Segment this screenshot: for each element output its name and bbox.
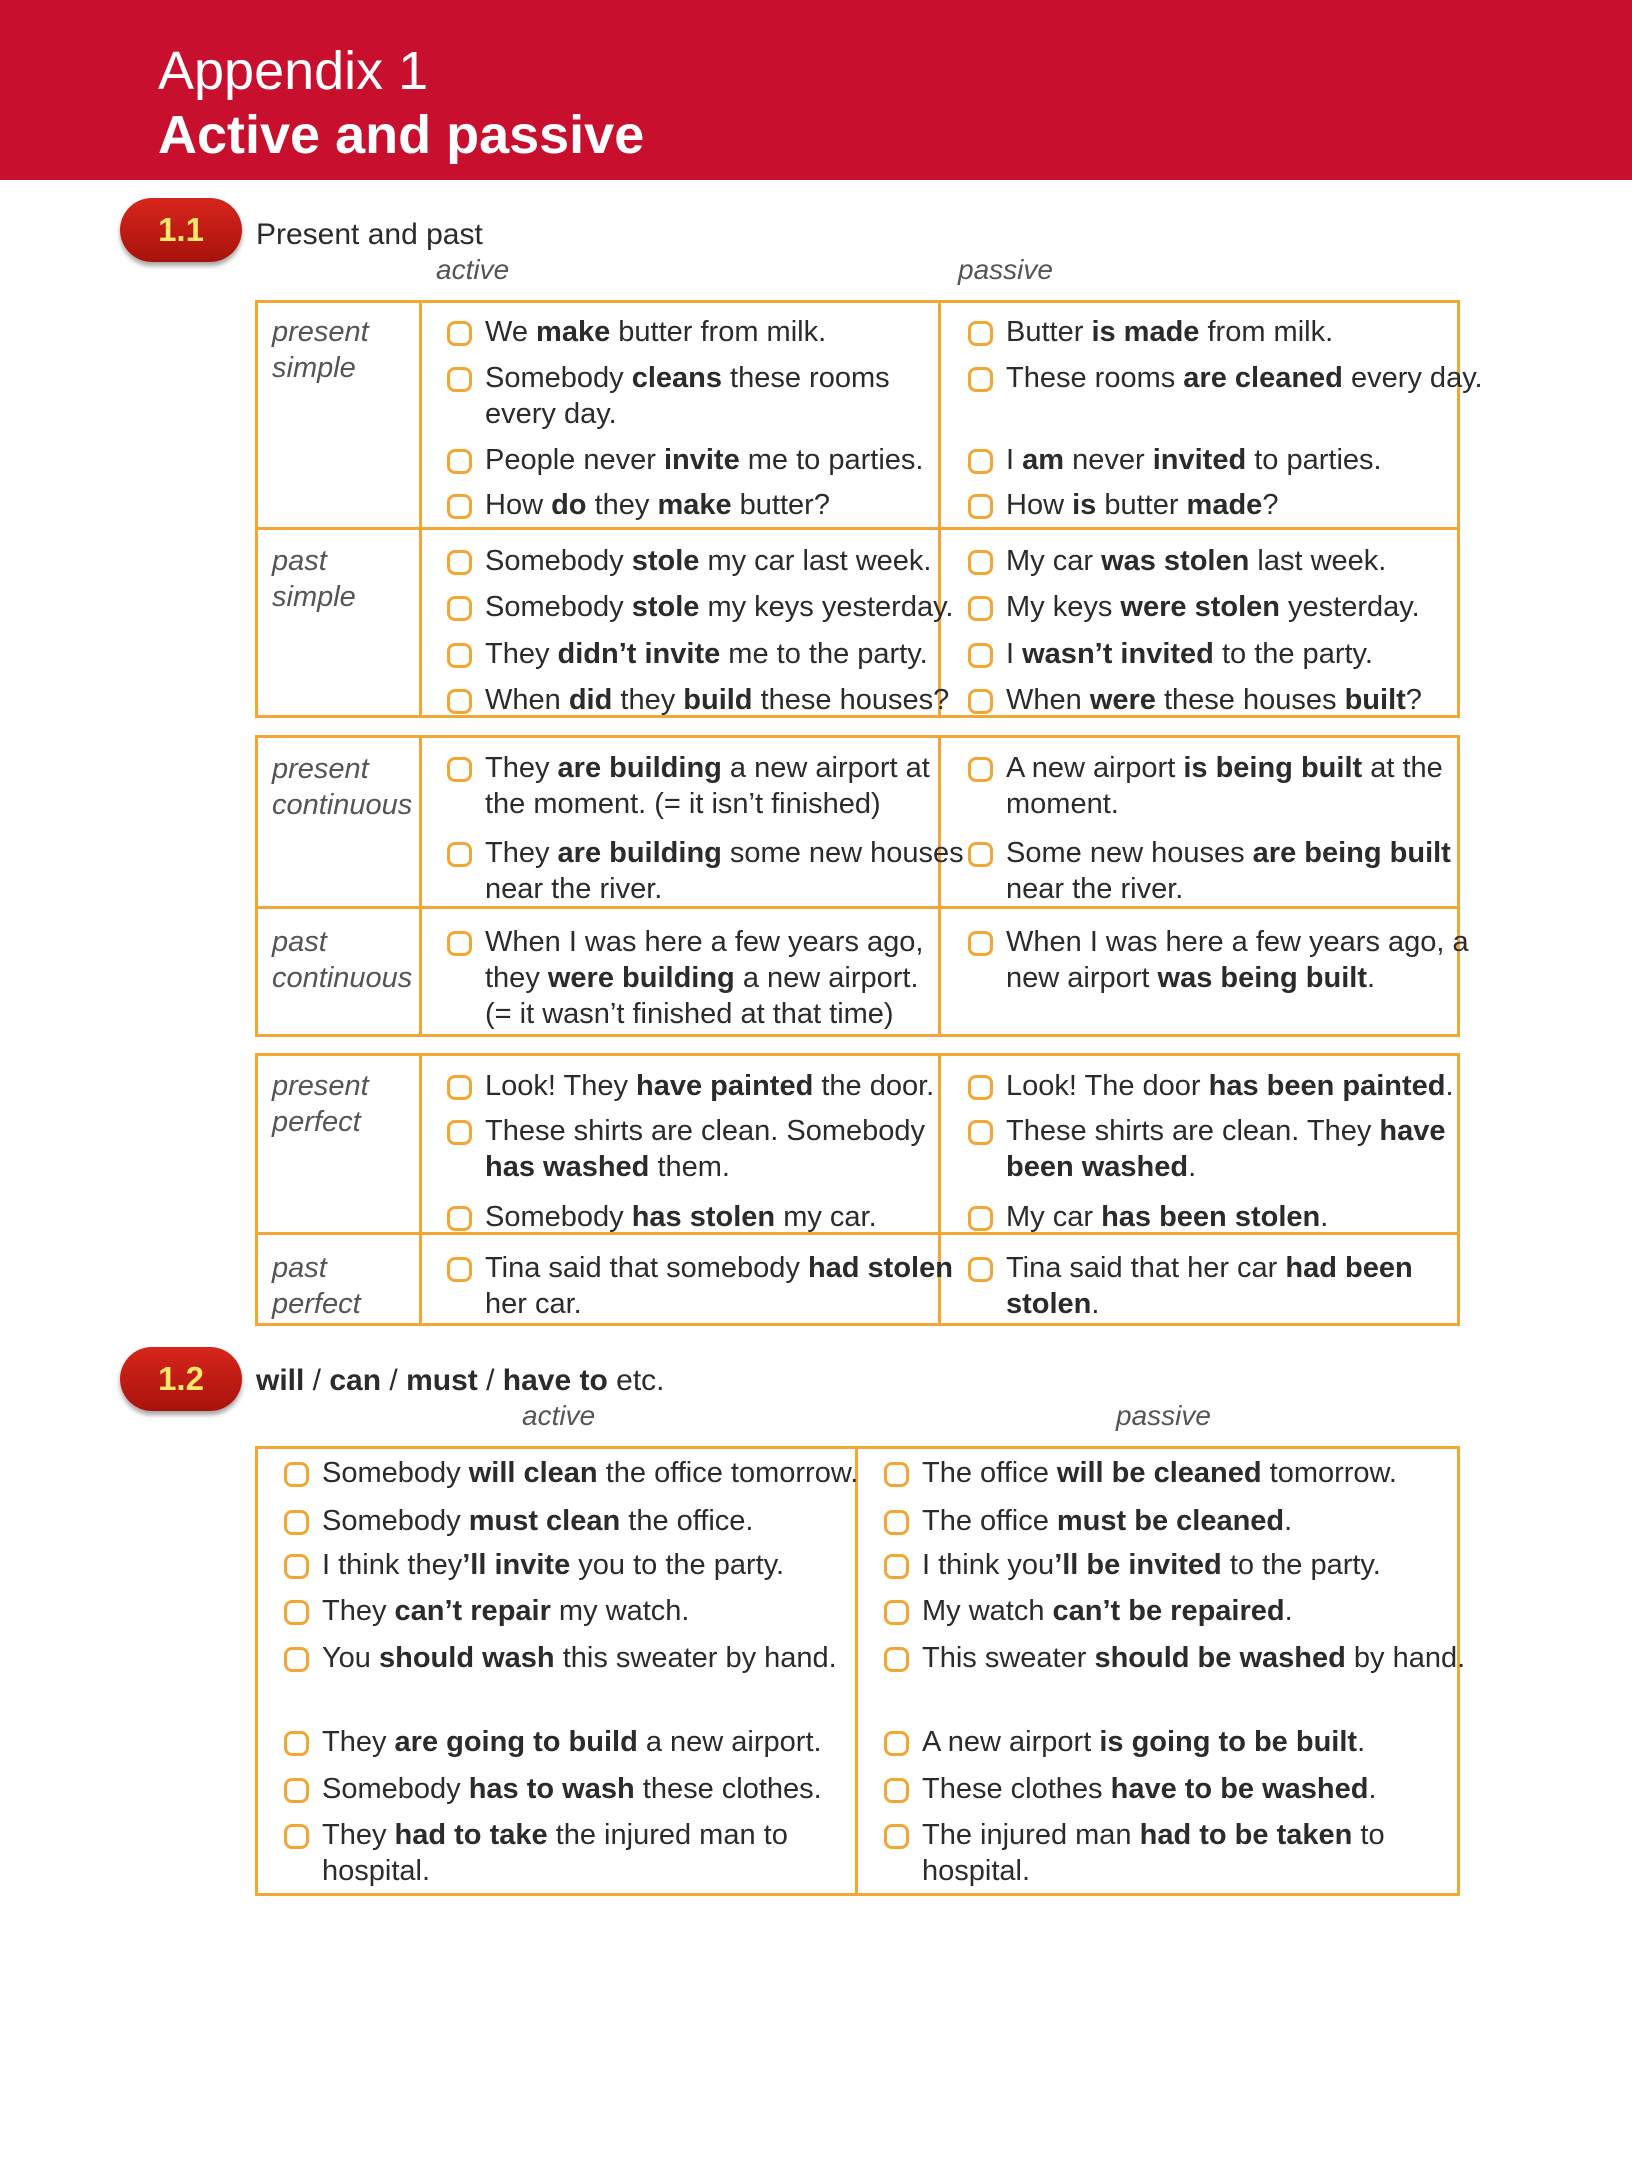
checkbox[interactable] xyxy=(968,596,993,621)
checkbox[interactable] xyxy=(968,367,993,392)
checkbox[interactable] xyxy=(968,689,993,714)
checkbox[interactable] xyxy=(447,1206,472,1231)
checkbox[interactable] xyxy=(284,1731,309,1756)
checkbox[interactable] xyxy=(968,643,993,668)
passive-sentence: Some new houses are being built near the river. xyxy=(1006,835,1451,907)
checkbox[interactable] xyxy=(884,1824,909,1849)
checkbox[interactable] xyxy=(884,1778,909,1803)
passive-sentence: Look! The door has been painted. xyxy=(1006,1068,1454,1104)
checkbox[interactable] xyxy=(884,1600,909,1625)
active-sentence: Somebody stole my car last week. xyxy=(485,543,931,579)
tense-label: past perfect xyxy=(272,1252,361,1320)
table-divider xyxy=(855,1446,858,1896)
checkbox[interactable] xyxy=(447,1257,472,1282)
checkbox[interactable] xyxy=(968,842,993,867)
passive-sentence: The office will be cleaned tomorrow. xyxy=(922,1455,1397,1491)
passive-sentence: When I was here a few years ago, a new airport was being built. xyxy=(1006,924,1469,996)
checkbox[interactable] xyxy=(447,931,472,956)
passive-sentence: Butter is made from milk. xyxy=(1006,314,1333,350)
checkbox[interactable] xyxy=(884,1510,909,1535)
section-title-1-2: will / can / must / have to etc. xyxy=(256,1364,665,1397)
passive-sentence: I wasn’t invited to the party. xyxy=(1006,636,1373,672)
checkbox[interactable] xyxy=(447,757,472,782)
active-sentence: They didn’t invite me to the party. xyxy=(485,636,928,672)
section-title-1-1: Present and past xyxy=(256,218,483,251)
tense-label: past simple xyxy=(272,545,356,613)
checkbox[interactable] xyxy=(447,643,472,668)
passive-sentence: My keys were stolen yesterday. xyxy=(1006,589,1420,625)
checkbox[interactable] xyxy=(968,494,993,519)
checkbox[interactable] xyxy=(447,689,472,714)
checkbox[interactable] xyxy=(884,1647,909,1672)
active-sentence: Somebody will clean the office tomorrow. xyxy=(322,1455,858,1491)
passive-sentence: My car has been stolen. xyxy=(1006,1199,1328,1235)
active-sentence: Tina said that somebody had stolen her car. xyxy=(485,1250,953,1322)
page-title: Active and passive xyxy=(158,105,645,165)
checkbox[interactable] xyxy=(968,1257,993,1282)
checkbox[interactable] xyxy=(447,1120,472,1145)
checkbox[interactable] xyxy=(447,550,472,575)
checkbox[interactable] xyxy=(447,321,472,346)
active-sentence: Somebody stole my keys yesterday. xyxy=(485,589,953,625)
passive-sentence: These clothes have to be washed. xyxy=(922,1771,1377,1807)
active-sentence: Somebody cleans these rooms every day. xyxy=(485,360,890,432)
checkbox[interactable] xyxy=(968,1206,993,1231)
active-sentence: They are building a new airport at the moment. (= it isn’t finished) xyxy=(485,750,930,822)
tense-label: present perfect xyxy=(272,1070,369,1138)
checkbox[interactable] xyxy=(884,1731,909,1756)
checkbox[interactable] xyxy=(968,931,993,956)
checkbox[interactable] xyxy=(284,1824,309,1849)
active-sentence: These shirts are clean. Somebody has washed them. xyxy=(485,1113,925,1185)
active-sentence: Somebody must clean the office. xyxy=(322,1503,753,1539)
passive-sentence: This sweater should be washed by hand. xyxy=(922,1640,1465,1676)
section-badge-1-1: 1.1 xyxy=(120,198,242,262)
checkbox[interactable] xyxy=(447,842,472,867)
passive-sentence: My car was stolen last week. xyxy=(1006,543,1386,579)
active-sentence: Somebody has stolen my car. xyxy=(485,1199,877,1235)
active-sentence: When I was here a few years ago, they were building a new airport. (= it wasn’t finished at that time) xyxy=(485,924,923,1032)
passive-sentence: How is butter made? xyxy=(1006,487,1278,523)
passive-sentence: The injured man had to be taken to hospital. xyxy=(922,1817,1385,1889)
column-head-active: active xyxy=(436,254,510,285)
tense-label: present continuous xyxy=(272,753,413,821)
checkbox[interactable] xyxy=(884,1462,909,1487)
active-sentence: They are going to build a new airport. xyxy=(322,1724,822,1760)
active-sentence: I think they’ll invite you to the party. xyxy=(322,1547,784,1583)
checkbox[interactable] xyxy=(968,1075,993,1100)
checkbox[interactable] xyxy=(968,550,993,575)
passive-sentence: A new airport is being built at the moment. xyxy=(1006,750,1443,822)
table-divider xyxy=(938,300,941,718)
passive-sentence: A new airport is going to be built. xyxy=(922,1724,1365,1760)
column-head-passive: passive xyxy=(958,254,1053,285)
checkbox[interactable] xyxy=(884,1554,909,1579)
passive-sentence: I think you’ll be invited to the party. xyxy=(922,1547,1381,1583)
table-divider xyxy=(419,735,422,1037)
passive-sentence: When were these houses built? xyxy=(1006,682,1422,718)
checkbox[interactable] xyxy=(447,1075,472,1100)
checkbox[interactable] xyxy=(968,321,993,346)
active-sentence: You should wash this sweater by hand. xyxy=(322,1640,837,1676)
checkbox[interactable] xyxy=(968,449,993,474)
passive-sentence: These rooms are cleaned every day. xyxy=(1006,360,1483,396)
checkbox[interactable] xyxy=(968,1120,993,1145)
column-head-passive: passive xyxy=(1116,1400,1211,1431)
checkbox[interactable] xyxy=(284,1554,309,1579)
active-sentence: They are building some new houses near the river. xyxy=(485,835,964,907)
active-sentence: Look! They have painted the door. xyxy=(485,1068,934,1104)
checkbox[interactable] xyxy=(447,367,472,392)
active-sentence: People never invite me to parties. xyxy=(485,442,923,478)
passive-sentence: My watch can’t be repaired. xyxy=(922,1593,1293,1629)
checkbox[interactable] xyxy=(284,1600,309,1625)
checkbox[interactable] xyxy=(447,449,472,474)
header-banner xyxy=(0,0,1632,180)
checkbox[interactable] xyxy=(284,1510,309,1535)
checkbox[interactable] xyxy=(447,596,472,621)
row-divider xyxy=(255,527,1460,530)
active-sentence: When did they build these houses? xyxy=(485,682,949,718)
passive-sentence: Tina said that her car had been stolen. xyxy=(1006,1250,1413,1322)
checkbox[interactable] xyxy=(968,757,993,782)
section-badge-1-2: 1.2 xyxy=(120,1347,242,1411)
checkbox[interactable] xyxy=(284,1462,309,1487)
active-sentence: They can’t repair my watch. xyxy=(322,1593,689,1629)
passive-sentence: These shirts are clean. They have been washed. xyxy=(1006,1113,1446,1185)
table-divider xyxy=(419,1053,422,1326)
passive-sentence: The office must be cleaned. xyxy=(922,1503,1292,1539)
active-sentence: They had to take the injured man to hospital. xyxy=(322,1817,788,1889)
checkbox[interactable] xyxy=(284,1647,309,1672)
appendix-number: Appendix 1 xyxy=(158,41,429,101)
tense-label: past continuous xyxy=(272,926,413,994)
active-sentence: We make butter from milk. xyxy=(485,314,826,350)
active-sentence: Somebody has to wash these clothes. xyxy=(322,1771,822,1807)
tense-label: present simple xyxy=(272,316,369,384)
column-head-active: active xyxy=(522,1400,596,1431)
active-sentence: How do they make butter? xyxy=(485,487,830,523)
checkbox[interactable] xyxy=(284,1778,309,1803)
table-divider xyxy=(419,300,422,718)
checkbox[interactable] xyxy=(447,494,472,519)
passive-sentence: I am never invited to parties. xyxy=(1006,442,1382,478)
